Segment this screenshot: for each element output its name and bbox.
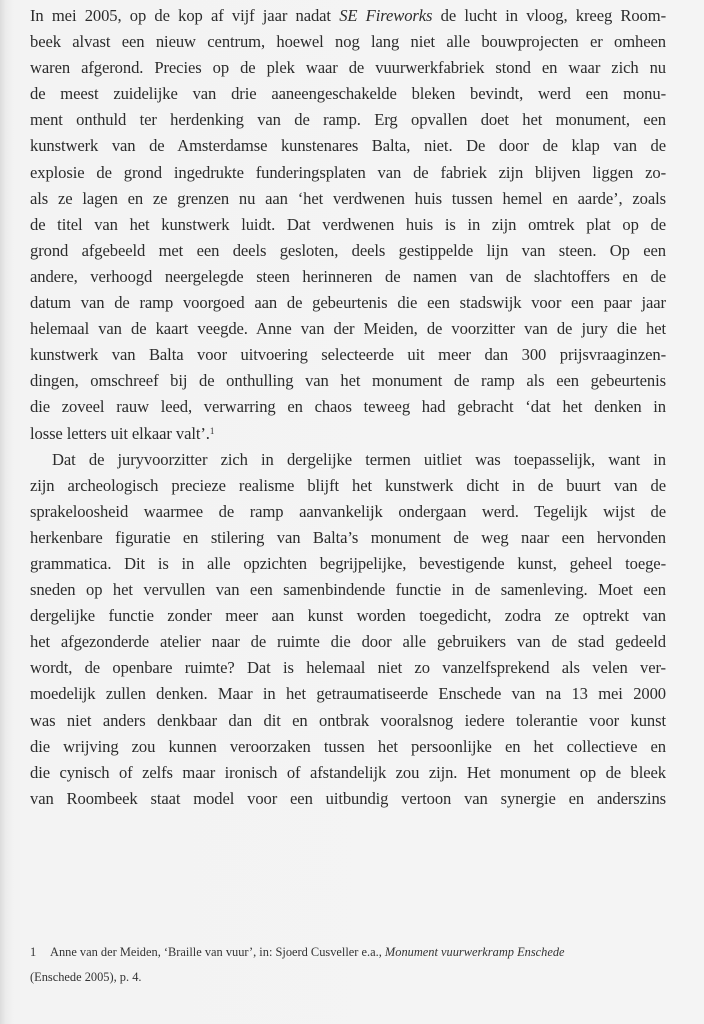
text-line: ment onthuld ter herdenking van de ramp. Erg opvallen doet het monument, een <box>30 110 666 130</box>
text-line: beek alvast een nieuw centrum, hoewel nog lang niet alle bouwprojecten er omheen <box>30 32 666 52</box>
text-line: dingen, omschreef bij de onthulling van het monument de ramp als een gebeurtenis <box>30 371 666 391</box>
text-line: kunstwerk van Balta voor uitvoering selecteerde uit meer dan 300 prijsvraaginzen- <box>30 345 666 365</box>
text-line: waren afgerond. Precies op de plek waar de vuurwerkfabriek stond en waar zich nu <box>30 58 666 78</box>
paragraph-1 <box>30 3 666 447</box>
italic-name: SE Fireworks <box>339 6 433 25</box>
text-line: die cynisch of zelfs maar ironisch of afstandelijk zou zijn. Het monument op de bleek <box>30 762 666 782</box>
text-line: die wrijving zou kunnen veroorzaken tussen het persoonlijke en het collectieve en <box>30 736 666 756</box>
text-line: dergelijke functie zonder meer aan kunst worden toegedicht, zodra ze optrekt van <box>30 606 666 626</box>
text-line: grammatica. Dit is in alle opzichten begrijpelijke, bevestigende kunst, geheel toege- <box>30 553 666 573</box>
text-line: losse letters uit elkaar valt’.$^1$ <box>30 423 215 443</box>
text-line: als ze lagen en ze grenzen nu aan ‘het verdwenen huis tussen hemel en aarde’, zoals <box>30 188 666 208</box>
text-line: helemaal van de kaart veegde. Anne van der Meiden, de voorzitter van de jury die het <box>30 319 666 339</box>
footnote-text-cont: (Enschede 2005), p. 4. <box>30 970 142 984</box>
text-line: wordt, de openbare ruimte? Dat is helemaal niet zo vanzelfsprekend als velen ver- <box>30 658 666 678</box>
text-line: datum van de ramp voorgoed aan de gebeurtenis die een stadswijk voor een paar jaar <box>30 293 666 313</box>
text-line: sneden op het vervullen van een samenbindende functie in de samenleving. Moet een <box>30 580 666 600</box>
text-line: die zoveel rauw leed, verwarring en chaos teweeg had gebracht ‘dat het denken in <box>30 397 666 417</box>
footnote-text: Anne van der Meiden, ‘Braille van vuur’, in: Sjoerd Cusveller e.a., <box>50 945 385 959</box>
document-body <box>30 3 666 812</box>
text-line: de titel van het kunstwerk luidt. Dat verdwenen huis is in zijn omtrek plat op de <box>30 214 666 234</box>
text-line: was niet anders denkbaar dan dit en ontbrak vooralsnog iedere tolerantie voor kunst <box>30 710 666 730</box>
paragraph-2 <box>30 447 666 812</box>
footnote-number: 1 <box>30 945 37 959</box>
footnote-reference[interactable]: 1 <box>209 425 215 436</box>
text-line: andere, verhoogd neergelegde steen herinneren de namen van de slachtoffers en de <box>30 266 666 286</box>
footnotes <box>30 940 666 990</box>
footnote-title: Monument vuurwerkramp Enschede <box>384 945 565 959</box>
text-line: kunstwerk van de Amsterdamse kunstenares Balta, niet. De door de klap van de <box>30 136 666 156</box>
text-line: sprakeloosheid waarmee de ramp aanvankelijk ondergaan werd. Tegelijk wijst de <box>30 501 666 521</box>
text-line: herkenbare figuratie en stilering van Balta’s monument de weg naar een hervonden <box>30 527 666 547</box>
text-line: grond afgebeeld met een deels gesloten, deels gestippelde lijn van steen. Op een <box>30 240 666 260</box>
text-line: zijn archeologisch precieze realisme blijft het kunstwerk dicht in de buurt van de <box>30 475 666 495</box>
footnote-1-line-1 <box>30 940 666 965</box>
text-line: Dat de juryvoorzitter zich in dergelijke termen uitliet was toepasselijk, want in <box>52 449 666 469</box>
text-line: het afgezonderde atelier naar de ruimte die door alle gebruikers van de stad gedeeld <box>30 632 666 652</box>
text-line: de meest zuidelijke van drie aaneengeschakelde bleken bevindt, werd een monu- <box>30 84 666 104</box>
text-line: van Roombeek staat model voor een uitbundig vertoon van synergie en anderszins <box>30 788 666 808</box>
text-line: moedelijk zullen denken. Maar in het getraumatiseerde Enschede van na 13 mei 2000 <box>30 684 666 704</box>
text-line: explosie de grond ingedrukte funderingsplaten van de fabriek zijn blijven liggen zo- <box>30 162 666 182</box>
text-line: In mei 2005, op de kop af vijf jaar nadat SE Fireworks de lucht in vloog, kreeg Room- <box>30 6 666 25</box>
footnote-1-line-2 <box>30 965 666 990</box>
